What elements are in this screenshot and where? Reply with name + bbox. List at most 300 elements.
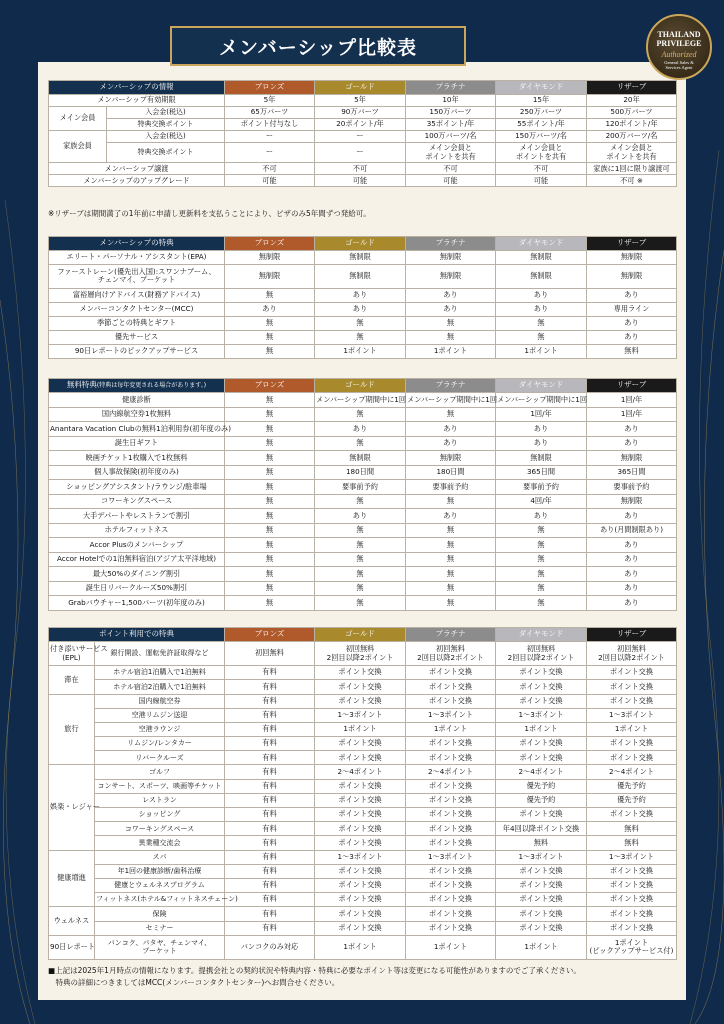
cell-value: 1ポイント xyxy=(315,935,406,959)
cell-value: ポイント交換 xyxy=(315,737,406,751)
group-label: ウェルネス xyxy=(49,907,95,935)
tier-header: ブロンズ xyxy=(225,81,315,95)
group-label: メンバーシップのアップグレード xyxy=(49,175,225,187)
table-row xyxy=(49,131,677,143)
row-label: 誕生日リバークルーズ50%割引 xyxy=(49,581,225,596)
table-row xyxy=(49,344,677,358)
cell-value: 無 xyxy=(315,436,406,451)
cell-value: 無 xyxy=(225,480,315,495)
sub-label: 異業種交流会 xyxy=(95,836,225,850)
cell-value: 要事前予約 xyxy=(496,480,587,495)
cell-value: ポイント交換 xyxy=(315,836,406,850)
cell-value: 120ポイント/年 xyxy=(587,119,677,131)
cell-value: ー xyxy=(315,143,406,163)
cell-value: 35ポイント/年 xyxy=(406,119,496,131)
cell-value: 無 xyxy=(406,581,496,596)
sub-label: 入会金(税込) xyxy=(107,131,225,143)
cell-value: あり(月間制限あり) xyxy=(587,523,677,538)
cell-value: 1回/年 xyxy=(496,407,587,422)
tier-header: プラチナ xyxy=(406,81,496,95)
cell-value: 無制限 xyxy=(406,265,496,289)
tier-header: ブロンズ xyxy=(225,237,315,251)
cell-value: 有料 xyxy=(225,808,315,822)
table-row xyxy=(49,302,677,316)
cell-value: 不可 xyxy=(496,163,587,175)
cell-value: 無 xyxy=(496,567,587,582)
table-row xyxy=(49,465,677,480)
sub-label: 年1回の健康診断/歯科治療 xyxy=(95,864,225,878)
cell-value: 無制限 xyxy=(315,265,406,289)
table-row xyxy=(49,642,677,666)
sub-label: レストラン xyxy=(95,793,225,807)
cell-value: 無 xyxy=(315,407,406,422)
cell-value: 無 xyxy=(315,538,406,553)
cell-value: ー xyxy=(225,131,315,143)
cell-value: 不可 ※ xyxy=(587,175,677,187)
group-label: 付き添いサービス (EPL) xyxy=(49,642,95,666)
sub-label: フィットネス(ホテル&フィットネスチェーン) xyxy=(95,893,225,907)
table-row xyxy=(49,119,677,131)
cell-value: 優先予約 xyxy=(587,793,677,807)
page-title: メンバーシップ比較表 xyxy=(170,26,466,66)
cell-value: あり xyxy=(587,509,677,524)
cell-value: 無制限 xyxy=(496,265,587,289)
row-label: Accor Plusのメンバーシップ xyxy=(49,538,225,553)
cell-value: あり xyxy=(496,436,587,451)
tier-header: リザーブ xyxy=(587,379,677,393)
cell-value: ポイント交換 xyxy=(315,878,406,892)
sub-label: コワーキングスペース xyxy=(95,822,225,836)
cell-value: 無 xyxy=(496,581,587,596)
sub-label: 空港リムジン送迎 xyxy=(95,708,225,722)
cell-value: あり xyxy=(587,538,677,553)
cell-value: 無 xyxy=(225,494,315,509)
sub-label: 特典交換ポイント xyxy=(107,143,225,163)
tier-header: ゴールド xyxy=(315,237,406,251)
cell-value: 1ポイント xyxy=(315,344,406,358)
cell-value: 1回/年 xyxy=(587,393,677,408)
cell-value: 無 xyxy=(225,523,315,538)
table-row xyxy=(49,765,677,779)
row-label: 大手デパートやレストランで割引 xyxy=(49,509,225,524)
cell-value: 可能 xyxy=(315,175,406,187)
cell-value: 有料 xyxy=(225,708,315,722)
cell-value: 無制限 xyxy=(587,251,677,265)
cell-value: 1〜3ポイント xyxy=(496,708,587,722)
cell-value: 100万バーツ/名 xyxy=(406,131,496,143)
cell-value: 無 xyxy=(406,316,496,330)
table-row xyxy=(49,330,677,344)
sub-label: ホテル宿泊1泊購入で1泊無料 xyxy=(95,666,225,680)
table-row xyxy=(49,567,677,582)
cell-value: 1ポイント xyxy=(587,722,677,736)
table-row xyxy=(49,552,677,567)
table-row xyxy=(49,480,677,495)
cell-value: 有料 xyxy=(225,722,315,736)
cell-value: ポイント交換 xyxy=(406,893,496,907)
cell-value: 無 xyxy=(225,422,315,437)
cell-value: 無制限 xyxy=(587,265,677,289)
cell-value: 500万バーツ xyxy=(587,107,677,119)
table-row xyxy=(49,163,677,175)
cell-value: ポイント交換 xyxy=(315,921,406,935)
cell-value: 無 xyxy=(315,567,406,582)
cell-value: 1ポイント xyxy=(406,935,496,959)
cell-value: 有料 xyxy=(225,893,315,907)
row-label: 季節ごとの特典とギフト xyxy=(49,316,225,330)
free-benefits-table xyxy=(48,378,677,611)
cell-value: ポイント交換 xyxy=(315,793,406,807)
table-row xyxy=(49,666,677,680)
tier-header: ダイヤモンド xyxy=(496,237,587,251)
sub-label: 国内線航空券 xyxy=(95,694,225,708)
section-title: 無料特典 xyxy=(66,379,97,389)
cell-value: 無 xyxy=(225,581,315,596)
cell-value: 初回無料 2回目以降2ポイント xyxy=(315,642,406,666)
cell-value: ポイント交換 xyxy=(315,694,406,708)
cell-value: 有料 xyxy=(225,680,315,694)
table-row xyxy=(49,436,677,451)
section-title: ポイント利用での特典 xyxy=(99,629,174,639)
cell-value: 可能 xyxy=(406,175,496,187)
cell-value: ポイント交換 xyxy=(496,737,587,751)
cell-value: ー xyxy=(225,143,315,163)
cell-value: 15年 xyxy=(496,95,587,107)
cell-value: 有料 xyxy=(225,878,315,892)
sub-label: スパ xyxy=(95,850,225,864)
cell-value: 無 xyxy=(225,451,315,466)
table-row xyxy=(49,680,677,694)
cell-value: 無制限 xyxy=(315,451,406,466)
cell-value: 有料 xyxy=(225,864,315,878)
table-row xyxy=(49,793,677,807)
cell-value: 150万バーツ xyxy=(406,107,496,119)
tier-header: プラチナ xyxy=(406,237,496,251)
cell-value: ポイント交換 xyxy=(406,694,496,708)
cell-value: 無 xyxy=(406,330,496,344)
cell-value: ー xyxy=(315,131,406,143)
section-title: メンバーシップの特典 xyxy=(99,238,174,248)
cell-value: 無 xyxy=(496,330,587,344)
tier-header: プラチナ xyxy=(406,379,496,393)
sub-label: 特典交換ポイント xyxy=(107,119,225,131)
cell-value: 無料 xyxy=(587,836,677,850)
cell-value: 1〜3ポイント xyxy=(587,708,677,722)
cell-value: 有料 xyxy=(225,921,315,935)
cell-value: 365日間 xyxy=(496,465,587,480)
cell-value: 無 xyxy=(496,523,587,538)
sub-label: 保険 xyxy=(95,907,225,921)
cell-value: 初回無料 xyxy=(225,642,315,666)
table-row xyxy=(49,175,677,187)
cell-value: 有料 xyxy=(225,822,315,836)
table-row xyxy=(49,836,677,850)
sub-label: ホテル宿泊2泊購入で1泊無料 xyxy=(95,680,225,694)
tier-header: ブロンズ xyxy=(225,628,315,642)
cell-value: ポイント交換 xyxy=(315,751,406,765)
cell-value: 5年 xyxy=(315,95,406,107)
sub-label: リバークルーズ xyxy=(95,751,225,765)
cell-value: 1ポイント xyxy=(406,722,496,736)
cell-value: あり xyxy=(587,316,677,330)
cell-value: 無 xyxy=(225,567,315,582)
cell-value: 無 xyxy=(406,567,496,582)
group-label: 滞在 xyxy=(49,666,95,694)
cell-value: ポイント交換 xyxy=(496,666,587,680)
cell-value: ポイント交換 xyxy=(315,680,406,694)
cell-value: あり xyxy=(406,288,496,302)
cell-value: ポイント交換 xyxy=(406,864,496,878)
membership-benefits-table xyxy=(48,236,677,359)
cell-value: 無制限 xyxy=(496,451,587,466)
cell-value: ポイント交換 xyxy=(587,893,677,907)
group-label: メンバーシップ有効期限 xyxy=(49,95,225,107)
cell-value: 有料 xyxy=(225,850,315,864)
cell-value: ポイント交換 xyxy=(587,921,677,935)
table-row xyxy=(49,878,677,892)
sub-label: 銀行開設、運転免許証取得など xyxy=(95,642,225,666)
cell-value: あり xyxy=(587,596,677,611)
cell-value: 1ポイント xyxy=(406,344,496,358)
table-row xyxy=(49,95,677,107)
cell-value: ポイント交換 xyxy=(315,893,406,907)
sub-label: ショッピング xyxy=(95,808,225,822)
section-header xyxy=(49,628,225,642)
cell-value: ポイント交換 xyxy=(315,666,406,680)
table-row xyxy=(49,422,677,437)
cell-value: 無制限 xyxy=(406,251,496,265)
cell-value: 無制限 xyxy=(225,251,315,265)
table-row xyxy=(49,393,677,408)
cell-value: 無 xyxy=(225,330,315,344)
cell-value: 1〜3ポイント xyxy=(315,708,406,722)
cell-value: メンバーシップ期間中に1回 xyxy=(315,393,406,408)
table-row xyxy=(49,893,677,907)
cell-value: 専用ライン xyxy=(587,302,677,316)
table-row xyxy=(49,907,677,921)
tier-header: ゴールド xyxy=(315,628,406,642)
cell-value: 無 xyxy=(315,316,406,330)
cell-value: あり xyxy=(315,509,406,524)
cell-value: 無 xyxy=(225,344,315,358)
table-row xyxy=(49,722,677,736)
row-label: エリート・パーソナル・アシスタント(EPA) xyxy=(49,251,225,265)
cell-value: 無 xyxy=(225,316,315,330)
cell-value: 20年 xyxy=(587,95,677,107)
cell-value: あり xyxy=(587,567,677,582)
table-row xyxy=(49,708,677,722)
cell-value: 無 xyxy=(406,494,496,509)
cell-value: 無 xyxy=(406,596,496,611)
cell-value: 無制限 xyxy=(225,265,315,289)
table-row xyxy=(49,864,677,878)
cell-value: 要事前予約 xyxy=(315,480,406,495)
cell-value: 年4回以降ポイント交換 xyxy=(496,822,587,836)
group-label: 90日レポート xyxy=(49,935,95,959)
group-label: 健康増進 xyxy=(49,850,95,907)
row-label: ショッピングアシスタント/ラウンジ/駐車場 xyxy=(49,480,225,495)
row-label: Grabバウチャー1,500バーツ(初年度のみ) xyxy=(49,596,225,611)
cell-value: メイン会員と ポイントを共有 xyxy=(406,143,496,163)
cell-value: ポイント交換 xyxy=(406,680,496,694)
cell-value: 有料 xyxy=(225,907,315,921)
cell-value: 不可 xyxy=(406,163,496,175)
thailand-privilege-seal: THAILAND PRIVILEGE Authorized General Sales & Services Agent xyxy=(646,14,712,80)
section-header xyxy=(49,237,225,251)
table-row xyxy=(49,779,677,793)
cell-value: ポイント交換 xyxy=(406,779,496,793)
cell-value: 無制限 xyxy=(315,251,406,265)
table-row xyxy=(49,581,677,596)
sub-label: コンサート、スポーツ、映画等チケット xyxy=(95,779,225,793)
cell-value: 無 xyxy=(496,552,587,567)
cell-value: メイン会員と ポイントを共有 xyxy=(496,143,587,163)
cell-value: 有料 xyxy=(225,751,315,765)
cell-value: 65万バーツ xyxy=(225,107,315,119)
cell-value: メンバーシップ期間中に1回 xyxy=(406,393,496,408)
tier-header: ブロンズ xyxy=(225,379,315,393)
cell-value: 有料 xyxy=(225,836,315,850)
cell-value: 無 xyxy=(315,552,406,567)
tier-header: ダイヤモンド xyxy=(496,628,587,642)
row-label: Accor Hotelでの1泊無料宿泊(アジア太平洋地域) xyxy=(49,552,225,567)
table-row xyxy=(49,921,677,935)
row-label: メンバーコンタクトセンター(MCC) xyxy=(49,302,225,316)
cell-value: ポイント交換 xyxy=(406,666,496,680)
row-label: Anantara Vacation Clubの無料1泊利用券(初年度のみ) xyxy=(49,422,225,437)
cell-value: ポイント交換 xyxy=(315,808,406,822)
cell-value: 1〜3ポイント xyxy=(496,850,587,864)
cell-value: あり xyxy=(587,552,677,567)
cell-value: ポイント交換 xyxy=(496,907,587,921)
cell-value: ポイント交換 xyxy=(587,680,677,694)
row-label: 個人事故保険(初年度のみ) xyxy=(49,465,225,480)
cell-value: あり xyxy=(225,302,315,316)
cell-value: 無 xyxy=(315,596,406,611)
sub-label: セミナー xyxy=(95,921,225,935)
table-row xyxy=(49,288,677,302)
cell-value: 90万バーツ xyxy=(315,107,406,119)
cell-value: ポイント交換 xyxy=(406,878,496,892)
cell-value: ポイント交換 xyxy=(587,907,677,921)
cell-value: ポイント交換 xyxy=(496,921,587,935)
cell-value: あり xyxy=(587,581,677,596)
table-row xyxy=(49,316,677,330)
row-label: 富裕層向けアドバイス(財務アドバイス) xyxy=(49,288,225,302)
cell-value: ポイント交換 xyxy=(406,808,496,822)
cell-value: ポイント交換 xyxy=(315,864,406,878)
cell-value: 1ポイント (ピックアップサービス付) xyxy=(587,935,677,959)
cell-value: 1〜3ポイント xyxy=(315,850,406,864)
cell-value: ポイント交換 xyxy=(315,907,406,921)
row-label: 健康診断 xyxy=(49,393,225,408)
cell-value: 無 xyxy=(406,523,496,538)
cell-value: あり xyxy=(587,436,677,451)
tier-header: リザーブ xyxy=(587,628,677,642)
row-label: 優先サービス xyxy=(49,330,225,344)
table-row xyxy=(49,808,677,822)
table-row xyxy=(49,265,677,289)
cell-value: 無制限 xyxy=(587,494,677,509)
cell-value: 1〜3ポイント xyxy=(406,850,496,864)
cell-value: 要事前予約 xyxy=(587,480,677,495)
cell-value: ポイント交換 xyxy=(496,808,587,822)
cell-value: バンコクのみ対応 xyxy=(225,935,315,959)
cell-value: 不可 xyxy=(225,163,315,175)
cell-value: 無 xyxy=(225,407,315,422)
cell-value: 180日間 xyxy=(315,465,406,480)
cell-value: 180日間 xyxy=(406,465,496,480)
cell-value: 無制限 xyxy=(406,451,496,466)
sub-label: ゴルフ xyxy=(95,765,225,779)
cell-value: 初回無料 2回目以降2ポイント xyxy=(496,642,587,666)
cell-value: メンバーシップ期間中に1回 xyxy=(496,393,587,408)
cell-value: 1〜3ポイント xyxy=(587,850,677,864)
cell-value: 無 xyxy=(496,538,587,553)
cell-value: あり xyxy=(587,422,677,437)
sub-label: 健康とウェルネスプログラム xyxy=(95,878,225,892)
footer-note: ■上記は2025年1月時点の情報になります。提携会社との契約状況や特典内容・特典に必要なポイント等は変更になる可能性がありますのでご了承ください。 特典の詳細につきましてはMCC(メンバーコンタクトセンター)へお問合せください。 xyxy=(48,966,581,987)
table-row xyxy=(49,494,677,509)
section-header-note: (特典は毎年変更される場合があります。) xyxy=(96,381,207,389)
sub-label: リムジン/レンタカー xyxy=(95,737,225,751)
cell-value: あり xyxy=(587,330,677,344)
cell-value: 1ポイント xyxy=(496,722,587,736)
table-row xyxy=(49,850,677,864)
cell-value: ポイント交換 xyxy=(496,878,587,892)
membership-info-table xyxy=(48,80,677,187)
cell-value: ポイント交換 xyxy=(406,921,496,935)
cell-value: あり xyxy=(496,509,587,524)
point-benefits-table xyxy=(48,627,677,960)
cell-value: 無 xyxy=(225,552,315,567)
row-label: 誕生日ギフト xyxy=(49,436,225,451)
cell-value: 無 xyxy=(225,393,315,408)
cell-value: 150万バーツ/名 xyxy=(496,131,587,143)
cell-value: 20ポイント/年 xyxy=(315,119,406,131)
cell-value: ポイント交換 xyxy=(587,666,677,680)
cell-value: 無 xyxy=(406,407,496,422)
table-row xyxy=(49,935,677,959)
table-row xyxy=(49,509,677,524)
cell-value: ポイント交換 xyxy=(587,878,677,892)
cell-value: メイン会員と ポイントを共有 xyxy=(587,143,677,163)
tier-header: リザーブ xyxy=(587,237,677,251)
cell-value: 家族に1回に限り譲渡可 xyxy=(587,163,677,175)
cell-value: あり xyxy=(315,422,406,437)
cell-value: あり xyxy=(496,288,587,302)
cell-value: 無 xyxy=(225,465,315,480)
row-label: ホテルフィットネス xyxy=(49,523,225,538)
cell-value: あり xyxy=(406,509,496,524)
cell-value: あり xyxy=(496,302,587,316)
cell-value: ポイント交換 xyxy=(496,864,587,878)
cell-value: 4回/年 xyxy=(496,494,587,509)
cell-value: 1回/年 xyxy=(587,407,677,422)
cell-value: ポイント交換 xyxy=(315,822,406,836)
table-row xyxy=(49,523,677,538)
cell-value: 有料 xyxy=(225,666,315,680)
tier-header: ダイヤモンド xyxy=(496,379,587,393)
cell-value: 無 xyxy=(315,330,406,344)
cell-value: 要事前予約 xyxy=(406,480,496,495)
cell-value: 無制限 xyxy=(496,251,587,265)
tier-header: ダイヤモンド xyxy=(496,81,587,95)
tier-header: リザーブ xyxy=(587,81,677,95)
cell-value: 無 xyxy=(315,494,406,509)
cell-value: 無 xyxy=(496,316,587,330)
cell-value: 不可 xyxy=(315,163,406,175)
